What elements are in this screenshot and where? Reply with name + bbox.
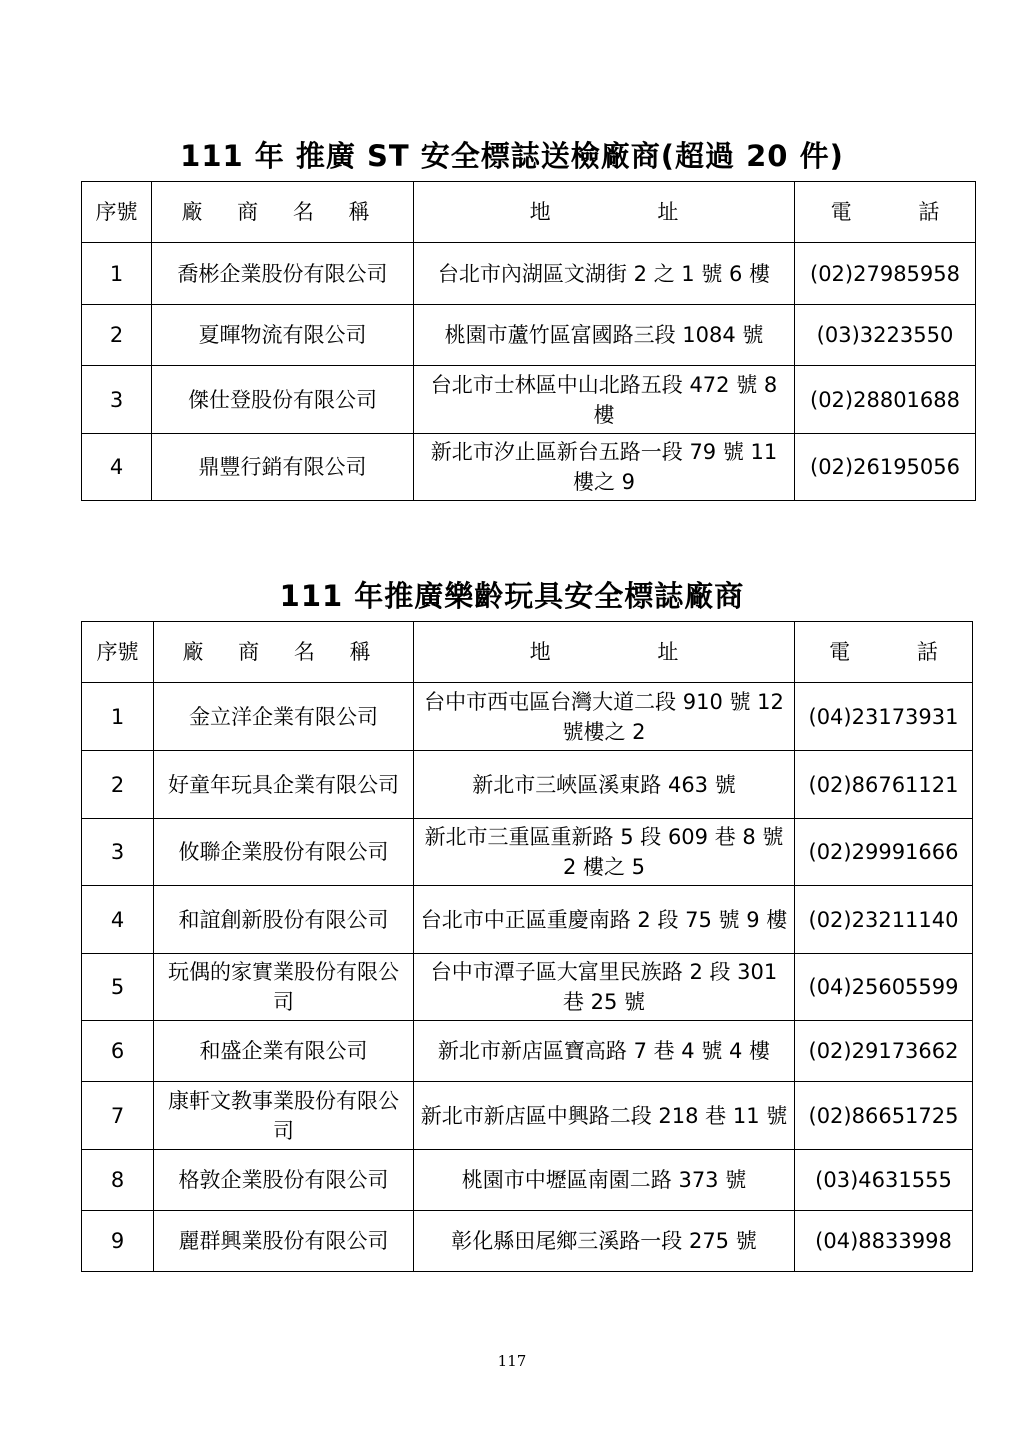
row-vendor-name: 康軒文教事業股份有限公司 <box>154 1082 414 1150</box>
header-vendor-name: 廠 商 名 稱 <box>154 622 414 683</box>
row-address: 新北市三重區重新路 5 段 609 巷 8 號 2 樓之 5 <box>414 819 795 886</box>
row-serial: 2 <box>82 751 154 819</box>
table-row <box>82 1211 973 1272</box>
page-number: 117 <box>497 1352 527 1370</box>
row-address: 台北市士林區中山北路五段 472 號 8 樓 <box>414 366 795 434</box>
row-address: 台中市潭子區大富里民族路 2 段 301 巷 25 號 <box>414 954 795 1021</box>
row-serial: 5 <box>82 954 154 1021</box>
row-vendor-name: 和誼創新股份有限公司 <box>154 886 414 954</box>
row-phone: (04)25605599 <box>795 954 973 1021</box>
row-serial: 6 <box>82 1021 154 1082</box>
row-phone: (03)4631555 <box>795 1150 973 1211</box>
row-address: 新北市三峽區溪東路 463 號 <box>414 751 795 819</box>
row-address: 新北市新店區中興路二段 218 巷 11 號 <box>414 1082 795 1150</box>
table-header-row <box>82 622 973 683</box>
table-row <box>82 1021 973 1082</box>
row-vendor-name: 好童年玩具企業有限公司 <box>154 751 414 819</box>
row-serial: 4 <box>82 886 154 954</box>
row-serial: 4 <box>82 434 152 501</box>
row-address: 台北市中正區重慶南路 2 段 75 號 9 樓 <box>414 886 795 954</box>
row-vendor-name: 攸聯企業股份有限公司 <box>154 819 414 886</box>
row-vendor-name: 金立洋企業有限公司 <box>154 683 414 751</box>
row-phone: (02)27985958 <box>795 243 976 305</box>
row-serial: 7 <box>82 1082 154 1150</box>
row-serial: 9 <box>82 1211 154 1272</box>
table-row <box>82 954 973 1021</box>
row-phone: (02)86651725 <box>795 1082 973 1150</box>
row-serial: 1 <box>82 243 152 305</box>
row-phone: (02)23211140 <box>795 886 973 954</box>
row-phone: (02)26195056 <box>795 434 976 501</box>
header-serial: 序號 <box>82 182 152 243</box>
row-vendor-name: 麗群興業股份有限公司 <box>154 1211 414 1272</box>
header-address: 地 址 <box>414 182 795 243</box>
section2-title: 111 年推廣樂齡玩具安全標誌廠商 <box>279 579 745 613</box>
row-address: 彰化縣田尾鄉三溪路一段 275 號 <box>414 1211 795 1272</box>
table-row <box>82 886 973 954</box>
row-phone: (02)29173662 <box>795 1021 973 1082</box>
row-phone: (03)3223550 <box>795 305 976 366</box>
row-vendor-name: 格敦企業股份有限公司 <box>154 1150 414 1211</box>
st-vendor-table <box>81 181 976 501</box>
section1-title: 111 年 推廣 ST 安全標誌送檢廠商(超過 20 件) <box>180 139 844 173</box>
row-address: 桃園市中壢區南園二路 373 號 <box>414 1150 795 1211</box>
table-row <box>82 683 973 751</box>
table-row <box>82 434 976 501</box>
row-serial: 3 <box>82 819 154 886</box>
header-vendor-name: 廠 商 名 稱 <box>152 182 414 243</box>
row-vendor-name: 傑仕登股份有限公司 <box>152 366 414 434</box>
row-phone: (04)8833998 <box>795 1211 973 1272</box>
row-address: 台北市內湖區文湖街 2 之 1 號 6 樓 <box>414 243 795 305</box>
row-phone: (04)23173931 <box>795 683 973 751</box>
table-row <box>82 1082 973 1150</box>
header-phone: 電 話 <box>795 182 976 243</box>
row-address: 台中市西屯區台灣大道二段 910 號 12 號樓之 2 <box>414 683 795 751</box>
row-phone: (02)28801688 <box>795 366 976 434</box>
row-serial: 2 <box>82 305 152 366</box>
row-address: 新北市新店區寶高路 7 巷 4 號 4 樓 <box>414 1021 795 1082</box>
table-row <box>82 366 976 434</box>
table-row <box>82 305 976 366</box>
row-address: 桃園市蘆竹區富國路三段 1084 號 <box>414 305 795 366</box>
row-serial: 3 <box>82 366 152 434</box>
header-serial: 序號 <box>82 622 154 683</box>
row-vendor-name: 喬彬企業股份有限公司 <box>152 243 414 305</box>
row-address: 新北市汐止區新台五路一段 79 號 11 樓之 9 <box>414 434 795 501</box>
table-row <box>82 819 973 886</box>
row-serial: 1 <box>82 683 154 751</box>
row-vendor-name: 鼎豐行銷有限公司 <box>152 434 414 501</box>
table-header-row <box>82 182 976 243</box>
table-row <box>82 1150 973 1211</box>
header-phone: 電 話 <box>795 622 973 683</box>
row-phone: (02)86761121 <box>795 751 973 819</box>
row-vendor-name: 夏暉物流有限公司 <box>152 305 414 366</box>
row-vendor-name: 玩偶的家實業股份有限公司 <box>154 954 414 1021</box>
row-vendor-name: 和盛企業有限公司 <box>154 1021 414 1082</box>
senior-toy-vendor-table <box>81 621 973 1272</box>
table-row <box>82 243 976 305</box>
table-row <box>82 751 973 819</box>
row-serial: 8 <box>82 1150 154 1211</box>
header-address: 地 址 <box>414 622 795 683</box>
row-phone: (02)29991666 <box>795 819 973 886</box>
